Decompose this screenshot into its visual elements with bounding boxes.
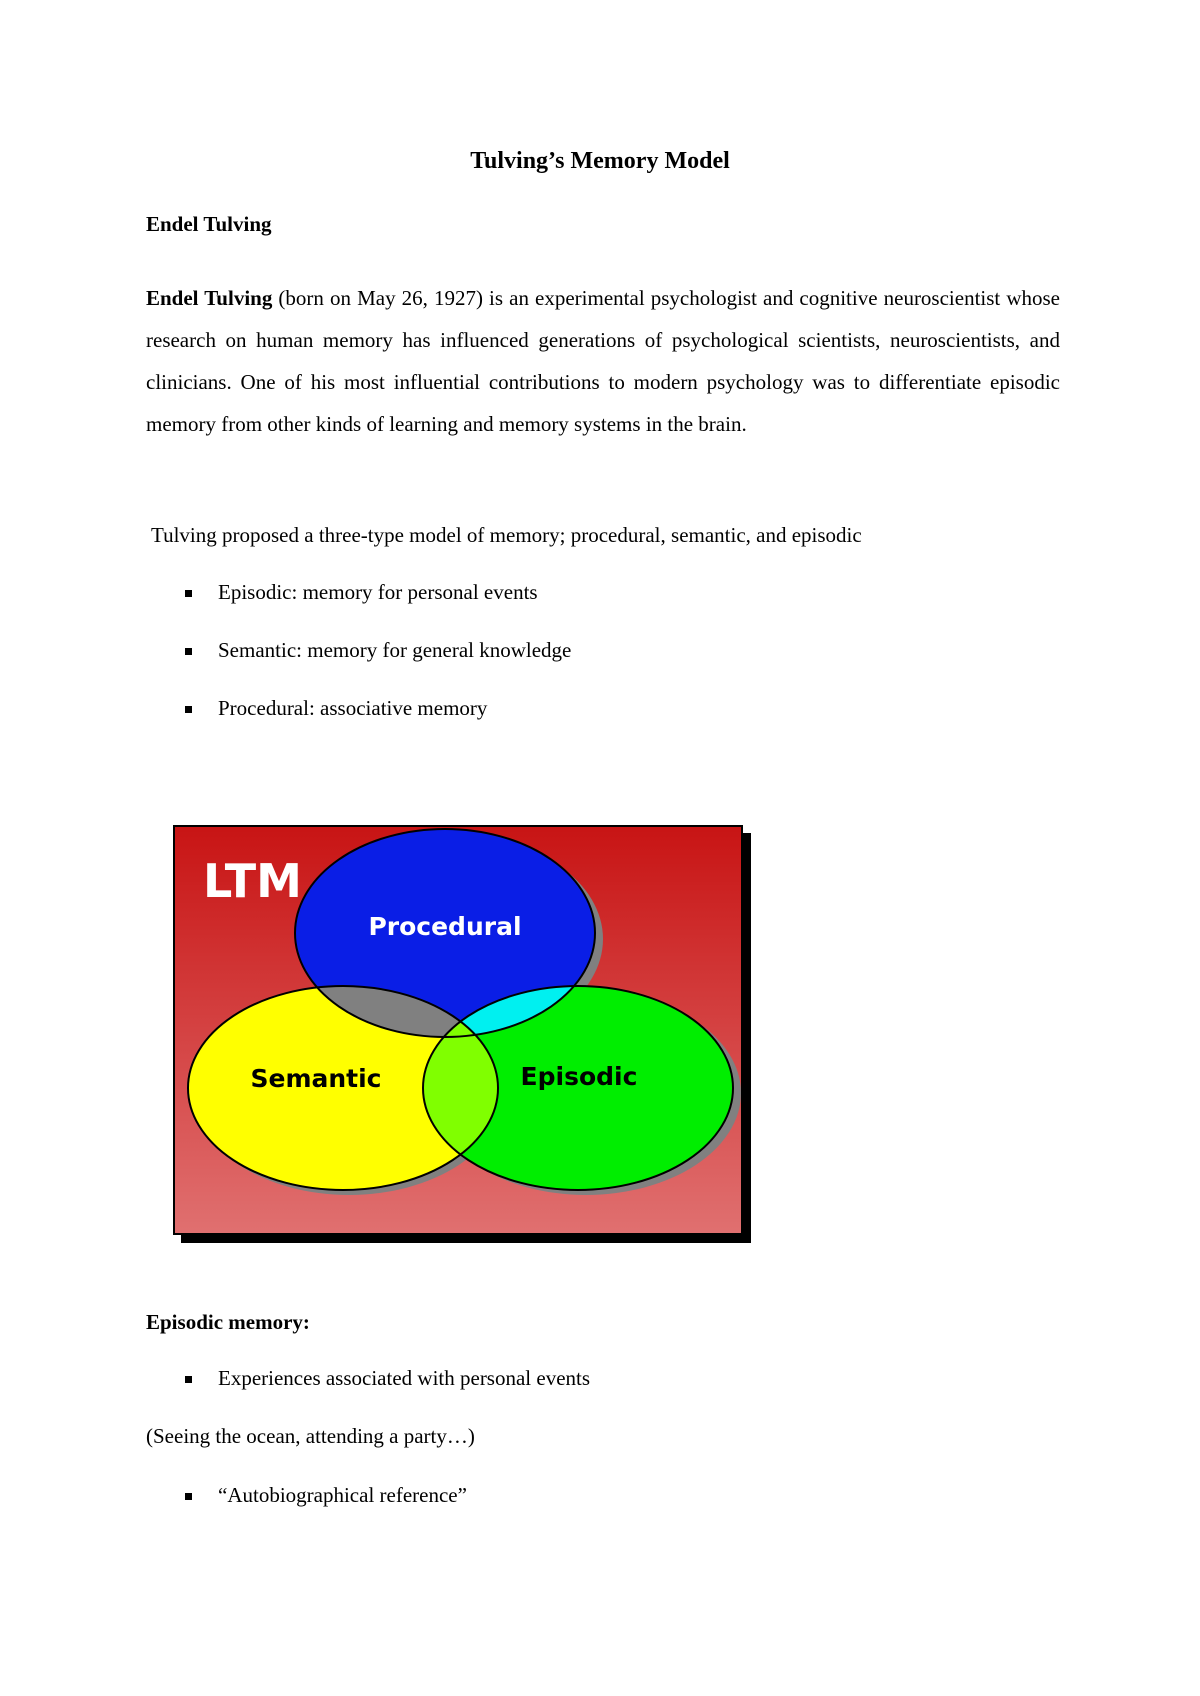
- bullet-icon: [185, 1376, 192, 1383]
- episodic-example: (Seeing the ocean, attending a party…): [146, 1424, 475, 1448]
- model-sentence: Tulving proposed a three-type model of memory; procedural, semantic, and episodic: [151, 523, 862, 547]
- bullet-icon: [185, 1493, 192, 1500]
- list-item: [185, 580, 538, 605]
- list-item: [185, 638, 571, 663]
- procedural-label: Procedural: [368, 912, 522, 941]
- list-item-text: Episodic: memory for personal events: [218, 580, 538, 604]
- intro-paragraph: [146, 277, 1060, 445]
- list-item: [185, 1366, 590, 1391]
- list-item: [185, 1483, 467, 1508]
- list-item-text: Semantic: memory for general knowledge: [218, 638, 572, 662]
- ltm-venn-diagram: [173, 825, 758, 1255]
- list-item: [185, 696, 487, 721]
- list-item-text: “Autobiographical reference”: [218, 1483, 467, 1507]
- intro-lead: Endel Tulving: [146, 286, 273, 310]
- intro-text: (born on May 26, 1927) is an experimental psychologist and cognitive neuroscientist whose research on human memory has influenced generations of psychological scientists, neuroscientists, and clinicians. One of his most influential contributions to modern psychology was to differentiate episodic memory from other kinds of learning and memory systems in the brain.: [146, 286, 1060, 436]
- episodic-label: Episodic: [520, 1062, 638, 1091]
- list-item-text: Experiences associated with personal events: [218, 1366, 591, 1390]
- ltm-label: LTM: [203, 854, 302, 908]
- list-item-text: Procedural: associative memory: [218, 696, 488, 720]
- semantic-label: Semantic: [250, 1064, 382, 1093]
- section-heading: Endel Tulving: [146, 212, 272, 236]
- episodic-heading: Episodic memory:: [146, 1310, 310, 1334]
- page-title: Tulving’s Memory Model: [470, 148, 730, 174]
- bullet-icon: [185, 590, 192, 597]
- bullet-icon: [185, 706, 192, 713]
- bullet-icon: [185, 648, 192, 655]
